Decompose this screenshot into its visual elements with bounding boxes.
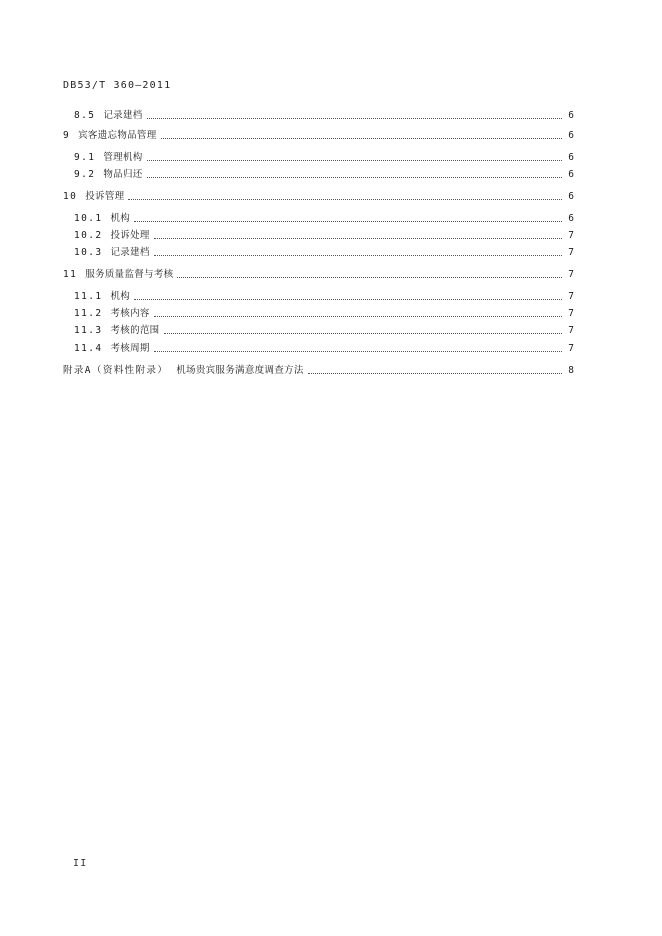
toc-entry-title: 机构	[110, 291, 131, 302]
toc-entry-11-2[interactable]	[74, 307, 574, 321]
toc-entry-page: 7	[568, 343, 574, 354]
toc-entry-page: 7	[568, 247, 574, 258]
toc-entry-page: 6	[568, 213, 574, 224]
toc-entry-number: 9	[63, 130, 71, 141]
toc-entry-10-3[interactable]	[74, 246, 574, 260]
toc-entry-page: 7	[568, 291, 574, 302]
toc-entry-number: 11.2	[74, 308, 103, 319]
dot-leader	[147, 151, 562, 161]
toc-entry-8-5[interactable]	[74, 109, 574, 123]
toc-entry-page: 6	[568, 130, 574, 141]
toc-entry-page: 6	[568, 110, 574, 121]
toc-entry-page: 7	[568, 269, 574, 280]
toc-entry-number: 10	[63, 191, 78, 202]
toc-entry-number: 10.1	[74, 213, 103, 224]
toc-entry-page: 6	[568, 152, 574, 163]
toc-entry-9[interactable]	[63, 129, 574, 143]
toc-entry-appendix-a[interactable]	[63, 364, 574, 378]
toc-entry-title: 宾客遗忘物品管理	[78, 130, 157, 141]
toc-entry-11-3[interactable]	[74, 324, 574, 338]
table-of-contents	[0, 0, 662, 400]
dot-leader	[164, 324, 563, 334]
dot-leader	[308, 364, 562, 374]
toc-entry-number: 附录A（资料性附录）	[63, 365, 169, 376]
toc-entry-page: 7	[568, 230, 574, 241]
toc-entry-10-2[interactable]	[74, 229, 574, 243]
toc-entry-page: 7	[568, 308, 574, 319]
dot-leader	[154, 307, 562, 317]
toc-entry-title: 服务质量监督与考核	[85, 269, 174, 280]
toc-entry-number: 9.2	[74, 169, 96, 180]
toc-entry-number: 11	[63, 269, 78, 280]
toc-entry-title: 机构	[110, 213, 131, 224]
dot-leader	[154, 229, 562, 239]
dot-leader	[134, 212, 562, 222]
dot-leader	[154, 246, 562, 256]
toc-entry-title: 记录建档	[110, 247, 150, 258]
toc-entry-9-2[interactable]	[74, 168, 574, 182]
toc-entry-number: 11.4	[74, 343, 103, 354]
toc-entry-title: 考核内容	[110, 308, 150, 319]
toc-entry-number: 11.1	[74, 291, 103, 302]
toc-entry-title: 投诉处理	[110, 230, 150, 241]
dot-leader	[147, 109, 562, 119]
toc-entry-title: 投诉管理	[85, 191, 125, 202]
toc-entry-number: 10.3	[74, 247, 103, 258]
dot-leader	[161, 129, 562, 139]
toc-entry-title: 机场贵宾服务满意度调查方法	[176, 365, 304, 376]
toc-entry-number: 10.2	[74, 230, 103, 241]
toc-entry-title: 物品归还	[103, 169, 143, 180]
toc-entry-title: 管理机构	[103, 152, 143, 163]
toc-entry-10[interactable]	[63, 190, 574, 204]
toc-entry-11[interactable]	[63, 268, 574, 282]
toc-entry-10-1[interactable]	[74, 212, 574, 226]
toc-entry-number: 11.3	[74, 325, 103, 336]
dot-leader	[134, 290, 562, 300]
toc-entry-page: 7	[568, 325, 574, 336]
toc-entry-number: 8.5	[74, 110, 96, 121]
page-number: II	[73, 858, 88, 869]
toc-entry-number: 9.1	[74, 152, 96, 163]
toc-entry-title: 考核周期	[110, 343, 150, 354]
toc-entry-11-4[interactable]	[74, 342, 574, 356]
toc-entry-page: 8	[568, 365, 574, 376]
toc-entry-title: 考核的范围	[110, 325, 160, 336]
toc-entry-page: 6	[568, 169, 574, 180]
toc-entry-9-1[interactable]	[74, 151, 574, 165]
document-code-header: DB53/T 360—2011	[63, 80, 172, 91]
dot-leader	[154, 342, 562, 352]
dot-leader	[128, 190, 562, 200]
dot-leader	[177, 268, 562, 278]
toc-entry-11-1[interactable]	[74, 290, 574, 304]
toc-entry-title: 记录建档	[103, 110, 143, 121]
dot-leader	[147, 168, 562, 178]
toc-entry-page: 6	[568, 191, 574, 202]
